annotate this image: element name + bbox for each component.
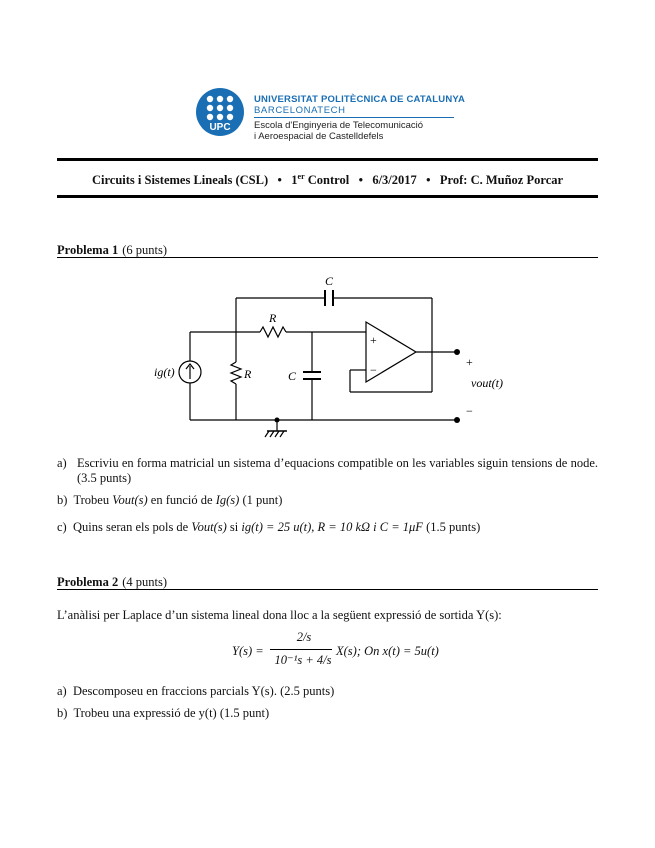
course-name: Circuits i Sistemes Lineals (CSL)	[91, 173, 269, 188]
problem1-rule	[57, 257, 598, 258]
c-top-label: C	[325, 274, 334, 288]
item-label: c)	[57, 520, 67, 534]
eq-lhs: Y(s) =	[232, 644, 264, 658]
item-label: b)	[57, 493, 68, 507]
item-pre: Trobeu	[73, 493, 110, 507]
exam-name: Control	[307, 173, 350, 188]
bullet: •	[277, 173, 282, 188]
condition-expr: ig(t) = 25 u(t), R = 10 kΩ i C = 1μF	[241, 520, 423, 534]
university-name: UNIVERSITAT POLITÈCNICA DE CATALUNYA	[254, 94, 466, 105]
output-minus: −	[466, 404, 473, 418]
exam-suffix: er	[297, 172, 305, 181]
item-label: a)	[57, 684, 67, 698]
bullet: •	[358, 173, 363, 188]
item-mid: en funció de	[150, 493, 213, 507]
school-line2: i Aeroespacial de Castelldefels	[254, 131, 384, 142]
eq-num: 2/s	[296, 630, 312, 644]
c-vert-label: C	[288, 369, 297, 383]
eq-rhs: X(s); On x(t) = 5u(t)	[336, 644, 439, 658]
header-rule-top	[57, 158, 598, 161]
opamp-minus: −	[370, 363, 377, 377]
p1-item-b	[57, 493, 598, 508]
bullet: •	[426, 173, 431, 188]
exam-header	[57, 172, 598, 188]
header-rule-bottom	[57, 195, 598, 198]
vout-expr: Vout(s)	[112, 493, 148, 507]
ig-expr: Ig(s)	[215, 493, 240, 507]
circuit-diagram	[140, 270, 520, 445]
opamp-plus: +	[370, 333, 377, 347]
item-post: (1 punt)	[242, 493, 283, 507]
problem2-points: (4 punts)	[122, 575, 168, 589]
problem1-points: (6 punts)	[122, 243, 168, 257]
logo-divider	[254, 117, 454, 118]
exam-number: 1	[291, 173, 298, 188]
item-si: si	[229, 520, 239, 534]
vout-expr: Vout(s)	[191, 520, 227, 534]
p2-item-a	[57, 684, 334, 699]
exam-date: 6/3/2017	[372, 173, 417, 188]
p1-item-a	[57, 456, 598, 486]
p2-item-b	[57, 706, 269, 721]
eq-den: 10⁻¹s + 4/s	[274, 653, 332, 667]
logo-badge: UPC	[209, 122, 231, 133]
problem2-title: Problema 2	[57, 575, 119, 589]
r-horiz-label: R	[269, 311, 277, 325]
school-line1: Escola d'Enginyeria de Telecomunicació	[254, 120, 424, 131]
r-vert-label: R	[244, 367, 252, 381]
item-text: Trobeu una expressió de y(t) (1.5 punt)	[73, 706, 270, 720]
item-post: (1.5 punts)	[426, 520, 481, 534]
upc-logo	[196, 88, 244, 136]
output-plus: +	[466, 355, 473, 369]
item-text: Escriviu en forma matricial un sistema d’equacions compatible on les variables siguin tensions de node. (3.5 punts)	[77, 456, 598, 485]
university-city: BARCELONATECH	[254, 105, 346, 116]
vout-label: vout(t)	[471, 376, 503, 390]
problem1-title: Problema 1	[57, 243, 119, 257]
source-label: ig(t)	[154, 365, 175, 379]
equation	[232, 628, 492, 678]
problem2-intro: L’anàlisi per Laplace d’un sistema lineal dona lloc a la següent expressió de sortida Y(s):	[57, 608, 502, 622]
problem2-rule	[57, 589, 598, 590]
eq-fraction-bar	[270, 649, 332, 650]
p1-item-c	[57, 520, 598, 535]
item-pre: Quins seran els pols de	[72, 520, 189, 534]
item-text: Descomposeu en fraccions parcials Y(s). (2.5 punts)	[72, 684, 335, 698]
item-label: a)	[57, 456, 67, 470]
professor: Prof: C. Muñoz Porcar	[439, 173, 564, 188]
item-label: b)	[57, 706, 68, 720]
